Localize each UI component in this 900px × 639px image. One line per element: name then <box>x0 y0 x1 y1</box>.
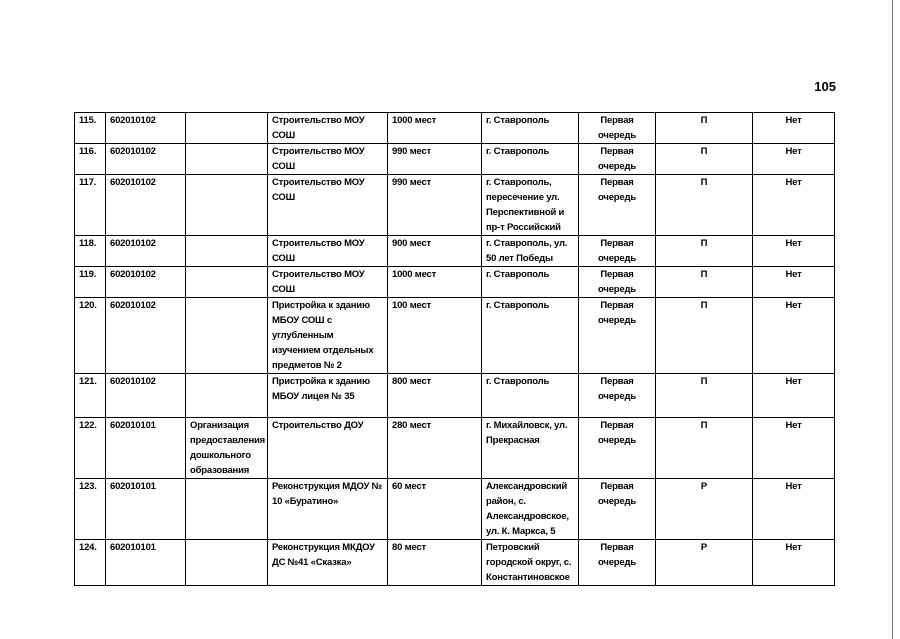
capacity-cell: 100 мест <box>388 298 482 374</box>
row-number-cell: 122. <box>75 418 106 479</box>
table-row <box>75 236 835 267</box>
code-cell: 602010101 <box>106 540 186 586</box>
flag-cell: Нет <box>753 479 835 540</box>
object-name-cell: Строительство МОУ СОШ <box>268 175 388 236</box>
capacity-cell: 900 мест <box>388 236 482 267</box>
type-cell: П <box>656 374 753 418</box>
stage-cell: Первая очередь <box>579 479 656 540</box>
flag-cell: Нет <box>753 236 835 267</box>
location-cell: г. Ставрополь <box>482 144 579 175</box>
stage-cell: Первая очередь <box>579 374 656 418</box>
location-cell: Александровский район, с. Александровское, ул. К. Маркса, 5 <box>482 479 579 540</box>
object-name-cell: Строительство МОУ СОШ <box>268 236 388 267</box>
flag-cell: Нет <box>753 374 835 418</box>
row-number-cell: 119. <box>75 267 106 298</box>
code-cell: 602010102 <box>106 374 186 418</box>
flag-cell: Нет <box>753 144 835 175</box>
flag-cell: Нет <box>753 418 835 479</box>
code-cell: 602010102 <box>106 144 186 175</box>
stage-cell: Первая очередь <box>579 267 656 298</box>
row-number-cell: 115. <box>75 113 106 144</box>
type-cell: П <box>656 113 753 144</box>
code-cell: 602010102 <box>106 298 186 374</box>
type-cell: Р <box>656 479 753 540</box>
object-name-cell: Пристройка к зданию МБОУ лицея № 35 <box>268 374 388 418</box>
stage-cell: Первая очередь <box>579 113 656 144</box>
organization-cell <box>186 144 268 175</box>
capacity-cell: 990 мест <box>388 175 482 236</box>
organization-cell: Организация предоставления дошкольного образования <box>186 418 268 479</box>
organization-cell <box>186 267 268 298</box>
organization-cell <box>186 298 268 374</box>
row-number-cell: 123. <box>75 479 106 540</box>
object-name-cell: Строительство МОУ СОШ <box>268 113 388 144</box>
flag-cell: Нет <box>753 298 835 374</box>
organization-cell <box>186 479 268 540</box>
object-name-cell: Реконструкция МДОУ № 10 «Буратино» <box>268 479 388 540</box>
table-row <box>75 479 835 540</box>
code-cell: 602010102 <box>106 175 186 236</box>
type-cell: П <box>656 236 753 267</box>
table-row <box>75 418 835 479</box>
stage-cell: Первая очередь <box>579 236 656 267</box>
capacity-cell: 80 мест <box>388 540 482 586</box>
table-row <box>75 298 835 374</box>
flag-cell: Нет <box>753 113 835 144</box>
object-name-cell: Строительство МОУ СОШ <box>268 144 388 175</box>
table-body <box>75 113 835 586</box>
organization-cell <box>186 175 268 236</box>
flag-cell: Нет <box>753 267 835 298</box>
type-cell: Р <box>656 540 753 586</box>
table-row <box>75 144 835 175</box>
type-cell: П <box>656 144 753 175</box>
location-cell: г. Ставрополь <box>482 298 579 374</box>
capacity-cell: 1000 мест <box>388 113 482 144</box>
table-row <box>75 113 835 144</box>
location-cell: г. Ставрополь, ул. 50 лет Победы <box>482 236 579 267</box>
row-number-cell: 118. <box>75 236 106 267</box>
organization-cell <box>186 113 268 144</box>
organization-cell <box>186 374 268 418</box>
type-cell: П <box>656 298 753 374</box>
location-cell: г. Ставрополь <box>482 374 579 418</box>
row-number-cell: 117. <box>75 175 106 236</box>
capacity-cell: 990 мест <box>388 144 482 175</box>
row-number-cell: 124. <box>75 540 106 586</box>
stage-cell: Первая очередь <box>579 144 656 175</box>
capacity-cell: 800 мест <box>388 374 482 418</box>
stage-cell: Первая очередь <box>579 540 656 586</box>
row-number-cell: 121. <box>75 374 106 418</box>
location-cell: Петровский городской округ, с. Константиновское <box>482 540 579 586</box>
table-row <box>75 267 835 298</box>
organization-cell <box>186 540 268 586</box>
type-cell: П <box>656 175 753 236</box>
object-name-cell: Строительство МОУ СОШ <box>268 267 388 298</box>
flag-cell: Нет <box>753 540 835 586</box>
type-cell: П <box>656 267 753 298</box>
page-number: 105 <box>814 79 836 94</box>
organization-cell <box>186 236 268 267</box>
location-cell: г. Ставрополь <box>482 267 579 298</box>
table-row <box>75 540 835 586</box>
code-cell: 602010101 <box>106 479 186 540</box>
stage-cell: Первая очередь <box>579 418 656 479</box>
page-edge-divider <box>892 0 893 639</box>
table-row <box>75 175 835 236</box>
code-cell: 602010102 <box>106 236 186 267</box>
capacity-cell: 60 мест <box>388 479 482 540</box>
stage-cell: Первая очередь <box>579 298 656 374</box>
location-cell: г. Михайловск, ул. Прекрасная <box>482 418 579 479</box>
objects-table <box>74 112 835 586</box>
code-cell: 602010101 <box>106 418 186 479</box>
object-name-cell: Строительство ДОУ <box>268 418 388 479</box>
stage-cell: Первая очередь <box>579 175 656 236</box>
flag-cell: Нет <box>753 175 835 236</box>
code-cell: 602010102 <box>106 113 186 144</box>
location-cell: г. Ставрополь, пересечение ул. Перспективной и пр-т Российский <box>482 175 579 236</box>
row-number-cell: 120. <box>75 298 106 374</box>
capacity-cell: 280 мест <box>388 418 482 479</box>
type-cell: П <box>656 418 753 479</box>
capacity-cell: 1000 мест <box>388 267 482 298</box>
location-cell: г. Ставрополь <box>482 113 579 144</box>
table-row <box>75 374 835 418</box>
object-name-cell: Реконструкция МКДОУ ДС №41 «Сказка» <box>268 540 388 586</box>
object-name-cell: Пристройка к зданию МБОУ СОШ с углубленным изучением отдельных предметов № 2 <box>268 298 388 374</box>
row-number-cell: 116. <box>75 144 106 175</box>
code-cell: 602010102 <box>106 267 186 298</box>
